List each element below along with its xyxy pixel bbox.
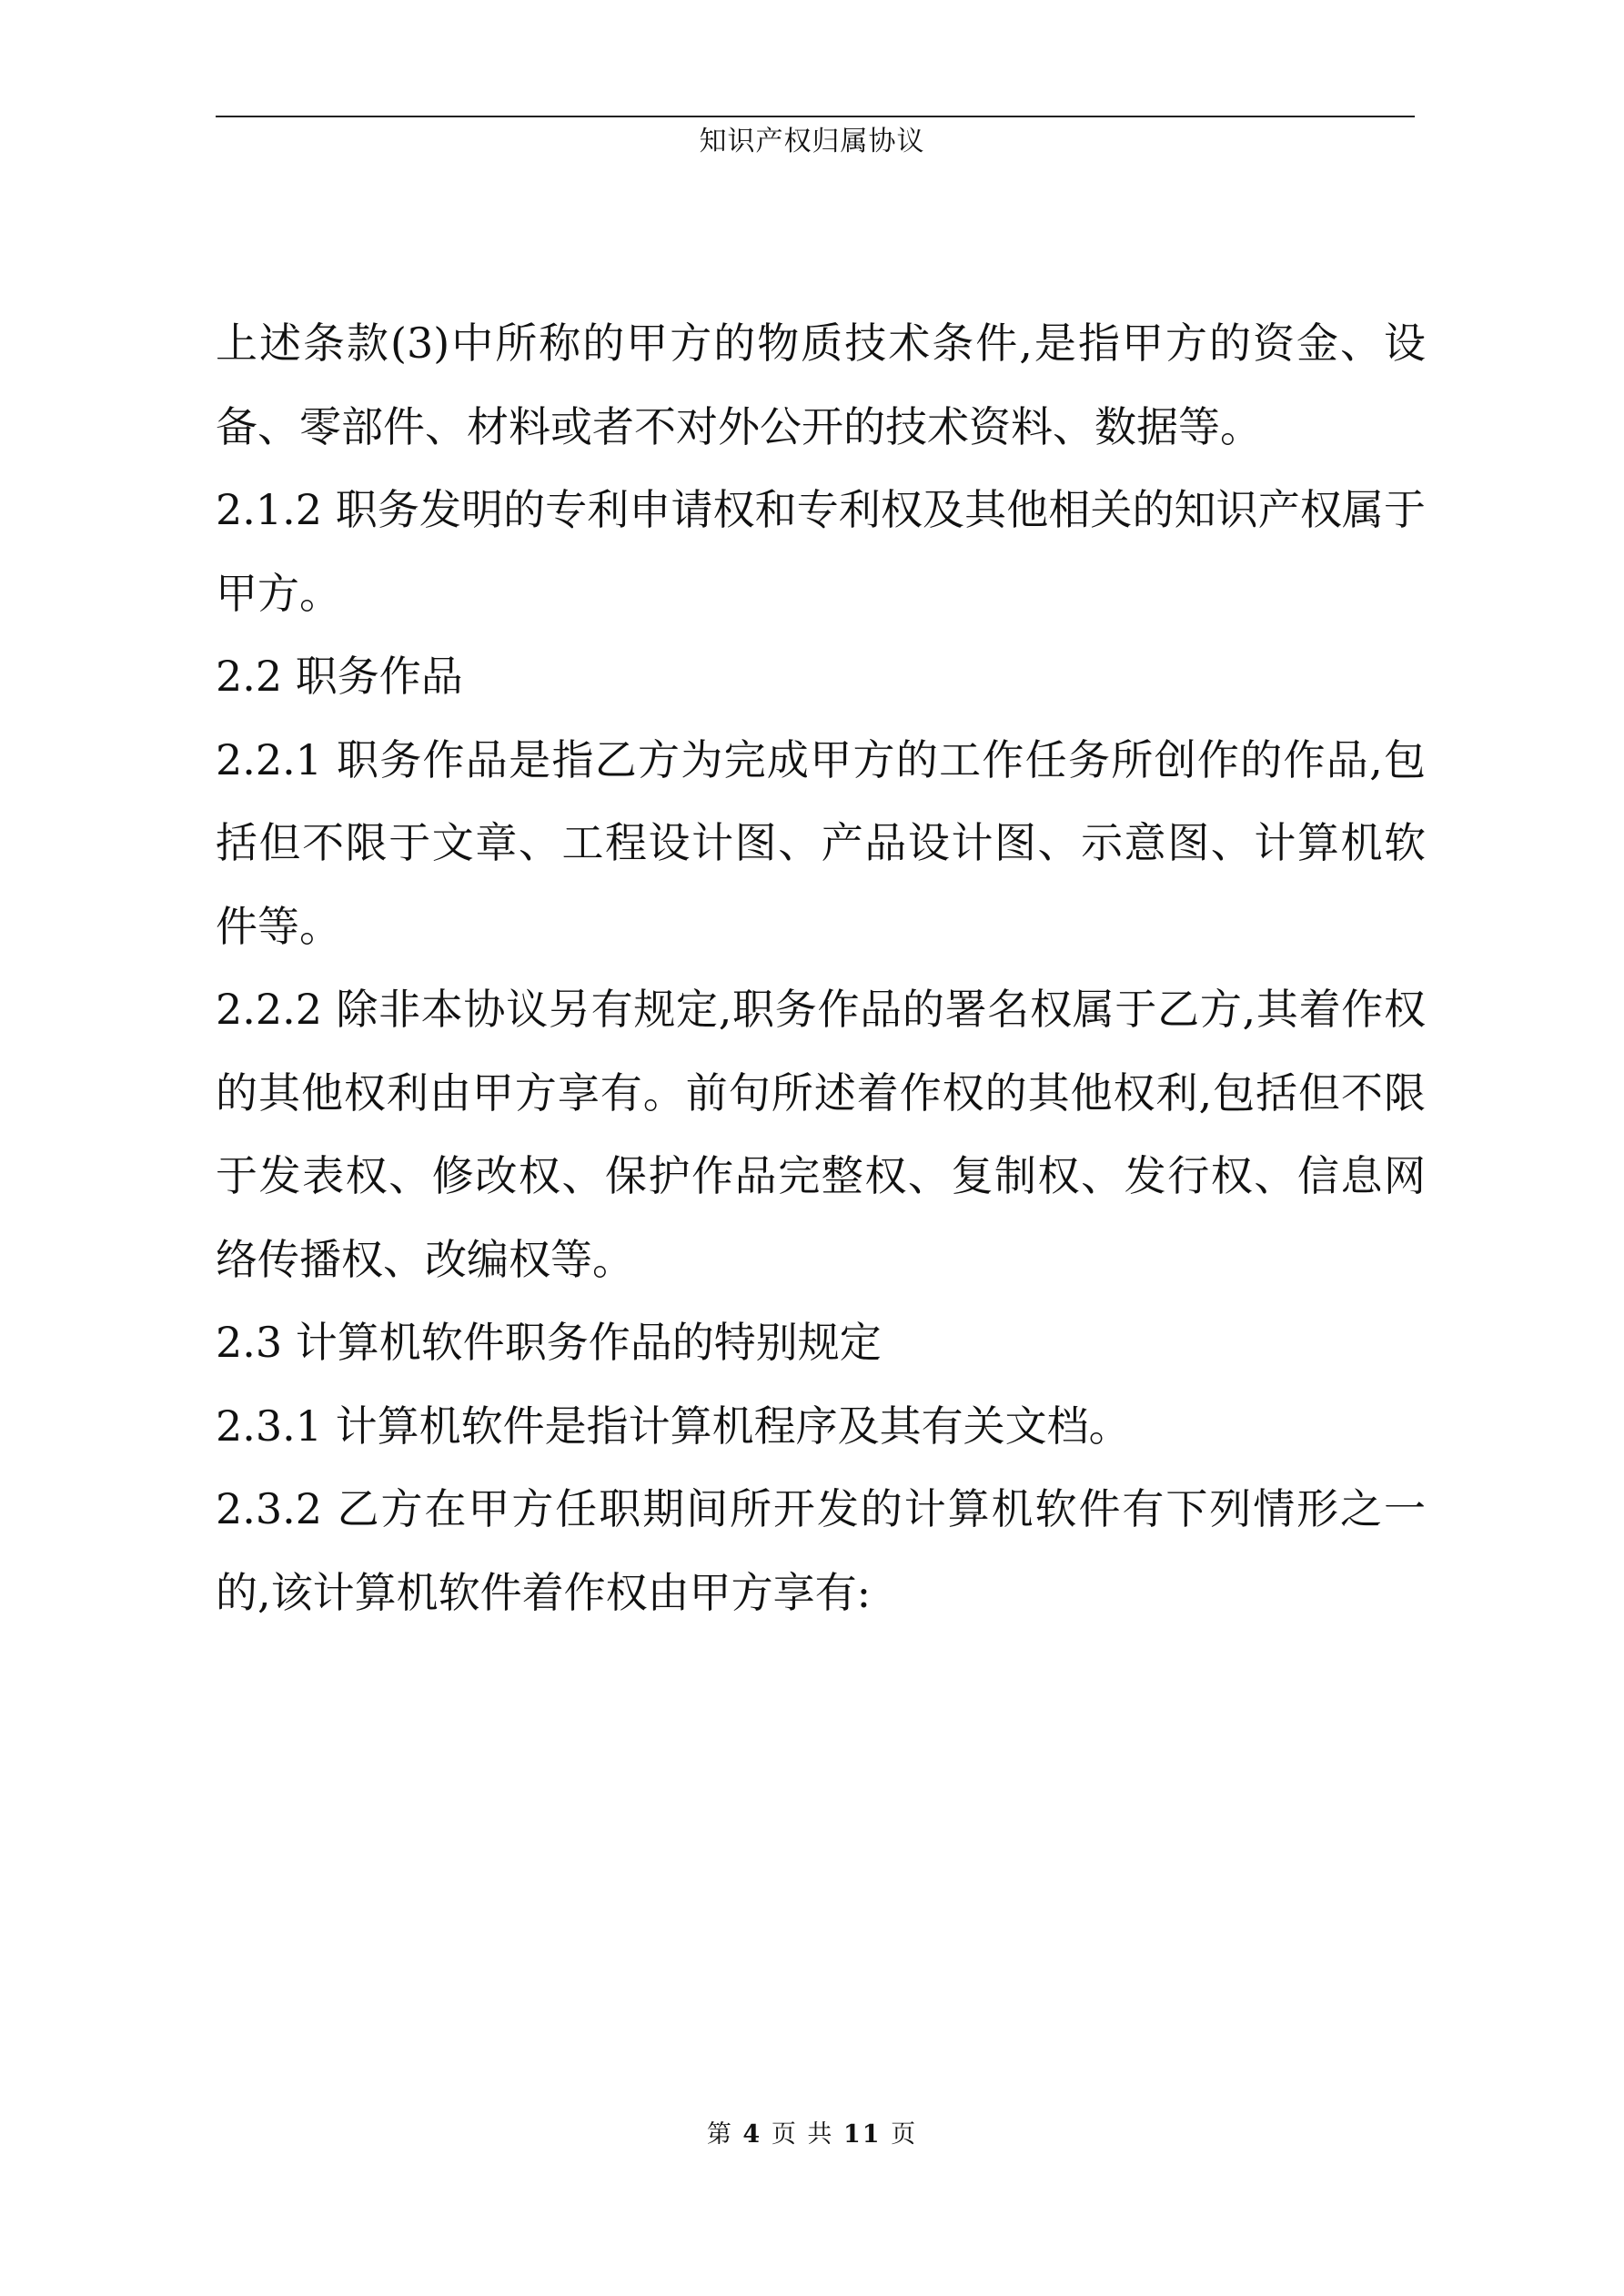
page-footer [0, 2119, 1624, 2151]
footer-middle: 页 共 [771, 2120, 834, 2149]
footer-suffix: 页 [891, 2120, 918, 2149]
page-header-title: 知识产权归属协议 [699, 126, 925, 157]
heading-2-3: 2.3 计算机软件职务作品的特别规定 [216, 1318, 882, 1367]
paragraph-2-2-1: 2.2.1 职务作品是指乙方为完成甲方的工作任务所创作的作品,包括但不限于文章、工程设计图、产品设计图、示意图、计算机软件等。 [216, 734, 1426, 951]
paragraph-material-conditions: 上述条款(3)中所称的甲方的物质技术条件,是指甲方的资金、设备、零部件、材料或者不对外公开的技术资料、数据等。 [216, 319, 1426, 451]
paragraph-2-1-2: 2.1.2 职务发明的专利申请权和专利权及其他相关的知识产权属于甲方。 [216, 485, 1426, 618]
header-rule [216, 116, 1415, 117]
footer-prefix: 第 [706, 2120, 733, 2149]
document-body [216, 302, 1426, 1634]
footer-page-number: 4 [742, 2120, 762, 2149]
heading-2-2: 2.2 职务作品 [216, 652, 463, 701]
paragraph-2-2-2: 2.2.2 除非本协议另有规定,职务作品的署名权属于乙方,其着作权的其他权利由甲方享有。前句所述着作权的其他权利,包括但不限于发表权、修改权、保护作品完整权、复制权、发行权、信息网络传播权、改编权等。 [216, 985, 1426, 1284]
paragraph-2-3-2: 2.3.2 乙方在甲方任职期间所开发的计算机软件有下列情形之一的,该计算机软件着作权由甲方享有: [216, 1484, 1426, 1617]
paragraph-2-3-1: 2.3.1 计算机软件是指计算机程序及其有关文档。 [216, 1401, 1131, 1451]
footer-total-pages: 11 [843, 2120, 882, 2149]
